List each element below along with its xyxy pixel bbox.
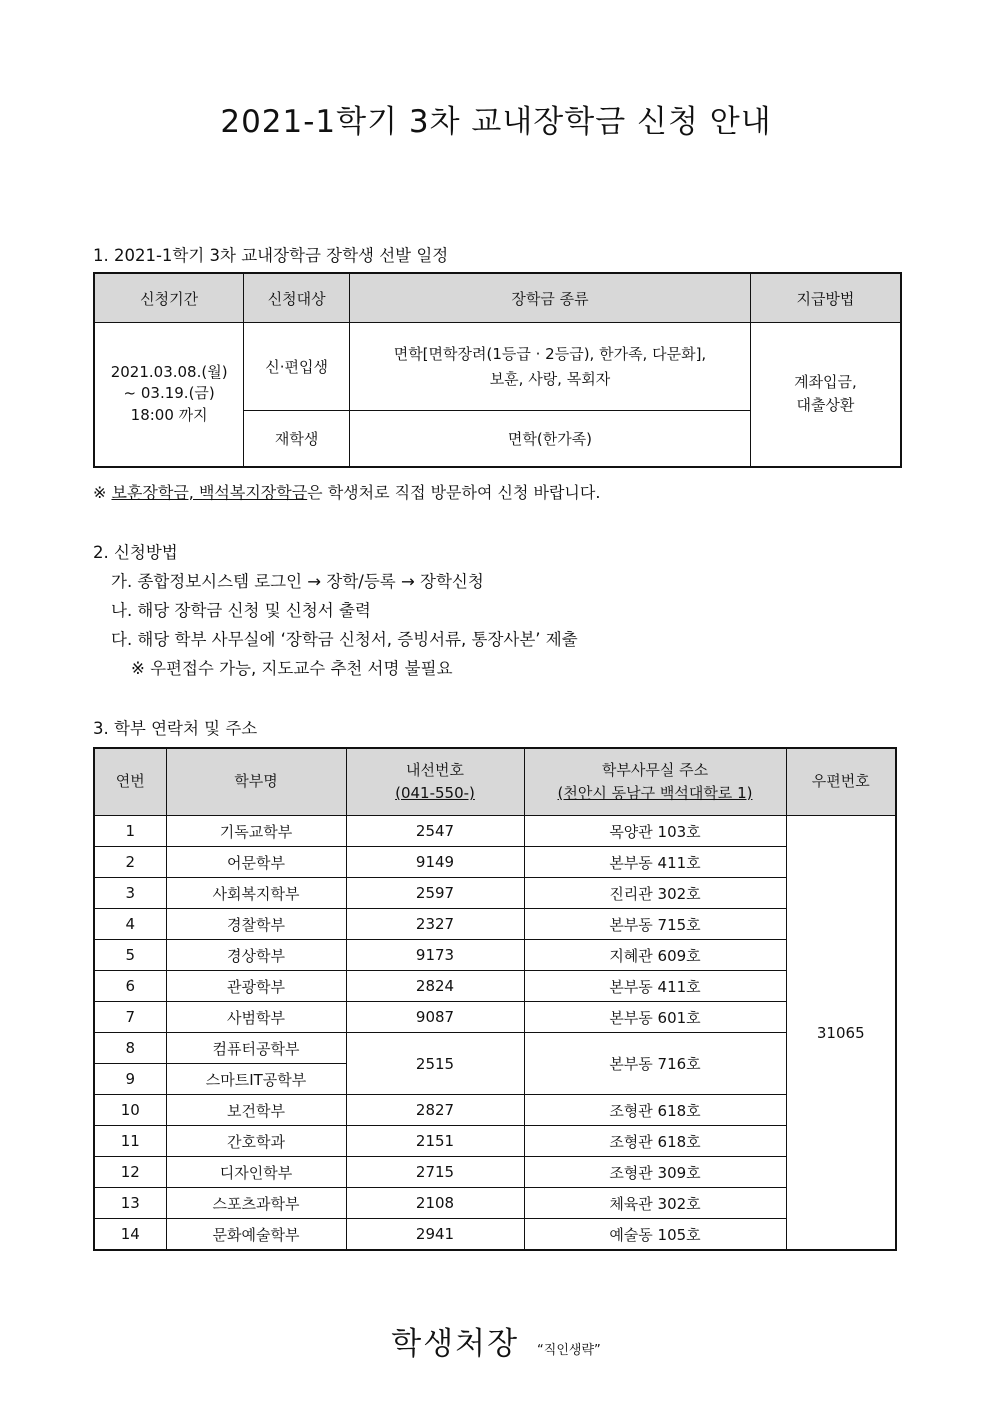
schedule-row	[94, 323, 901, 411]
row-no: 6	[94, 971, 166, 1002]
note-underlined: 보훈장학금, 백석복지장학금	[111, 483, 308, 502]
types-cell: 면학(한가족)	[350, 411, 751, 467]
step-item: 나. 해당 장학금 신청 및 신청서 출력	[111, 601, 371, 620]
row-addr: 진리관 302호	[524, 878, 786, 909]
note-text	[93, 480, 600, 503]
row-no: 3	[94, 878, 166, 909]
header-addr-label: 학부사무실 주소	[601, 760, 709, 779]
target-cell: 신·편입생	[244, 323, 350, 411]
contact-table	[93, 747, 897, 1251]
header-addr	[524, 748, 786, 816]
header-ext-label: 내선번호	[406, 760, 464, 779]
row-ext: 9173	[346, 940, 524, 971]
row-addr: 본부동 716호	[524, 1033, 786, 1095]
row-addr: 조형관 618호	[524, 1126, 786, 1157]
row-ext: 2151	[346, 1126, 524, 1157]
header-ext	[346, 748, 524, 816]
period-cell	[94, 323, 244, 467]
header-type: 장학금 종류	[350, 273, 751, 323]
row-no: 9	[94, 1064, 166, 1095]
section1-heading: 1. 2021-1학기 3차 교내장학금 장학생 선발 일정	[93, 246, 449, 265]
step-note: ※ 우편접수 가능, 지도교수 추천 서명 불필요	[131, 659, 453, 678]
row-ext: 2827	[346, 1095, 524, 1126]
header-period: 신청기간	[94, 273, 244, 323]
row-addr: 본부동 601호	[524, 1002, 786, 1033]
payment-cell	[750, 323, 901, 467]
table-row	[94, 1033, 896, 1064]
schedule-header-row	[94, 273, 901, 323]
row-ext: 2715	[346, 1157, 524, 1188]
header-ext-sub: (041-550-)	[395, 784, 475, 802]
row-no: 8	[94, 1033, 166, 1064]
row-dept: 기독교학부	[166, 816, 346, 847]
row-dept: 어문학부	[166, 847, 346, 878]
row-addr: 본부동 411호	[524, 847, 786, 878]
table-row	[94, 816, 896, 847]
row-dept: 문화예술학부	[166, 1219, 346, 1251]
row-no: 5	[94, 940, 166, 971]
row-no: 10	[94, 1095, 166, 1126]
row-ext: 2597	[346, 878, 524, 909]
row-addr: 조형관 618호	[524, 1095, 786, 1126]
section3-heading: 3. 학부 연락처 및 주소	[93, 719, 258, 738]
table-row	[94, 1126, 896, 1157]
row-addr: 본부동 715호	[524, 909, 786, 940]
step-item: 가. 종합정보시스템 로그인 → 장학/등록 → 장학신청	[111, 572, 484, 591]
target-cell: 재학생	[244, 411, 350, 467]
row-ext: 9087	[346, 1002, 524, 1033]
period-time: 18:00 까지	[130, 406, 208, 425]
row-no: 14	[94, 1219, 166, 1251]
note-mark: ※	[93, 483, 107, 502]
header-payment: 지급방법	[750, 273, 901, 323]
contact-header-row	[94, 748, 896, 816]
section2-heading: 2. 신청방법	[93, 543, 178, 562]
row-dept: 사회복지학부	[166, 878, 346, 909]
step-item: 다. 해당 학부 사무실에 ‘장학금 신청서, 증빙서류, 통장사본’ 제출	[111, 630, 578, 649]
row-addr: 조형관 309호	[524, 1157, 786, 1188]
header-addr-sub: (천안시 동남구 백석대학로 1)	[557, 784, 753, 802]
row-no: 13	[94, 1188, 166, 1219]
document-title: 2021-1학기 3차 교내장학금 신청 안내	[220, 104, 772, 140]
row-ext: 2515	[346, 1033, 524, 1095]
row-ext: 9149	[346, 847, 524, 878]
table-row	[94, 1002, 896, 1033]
row-addr: 지혜관 609호	[524, 940, 786, 971]
header-zip: 우편번호	[786, 748, 896, 816]
signature-name: 학생처장	[391, 1326, 520, 1362]
row-ext: 2327	[346, 909, 524, 940]
row-no: 11	[94, 1126, 166, 1157]
table-row	[94, 940, 896, 971]
types-line: 보훈, 사랑, 목회자	[489, 369, 611, 388]
row-dept: 스포츠과학부	[166, 1188, 346, 1219]
header-target: 신청대상	[244, 273, 350, 323]
table-row	[94, 1188, 896, 1219]
row-dept: 간호학과	[166, 1126, 346, 1157]
table-row	[94, 1219, 896, 1251]
row-dept: 관광학부	[166, 971, 346, 1002]
row-dept: 스마트IT공학부	[166, 1064, 346, 1095]
row-dept: 디자인학부	[166, 1157, 346, 1188]
row-no: 12	[94, 1157, 166, 1188]
table-row	[94, 971, 896, 1002]
row-ext: 2824	[346, 971, 524, 1002]
row-dept: 경찰학부	[166, 909, 346, 940]
row-dept: 보건학부	[166, 1095, 346, 1126]
payment-line: 대출상환	[796, 396, 855, 415]
seal-omitted: “직인생략”	[537, 1343, 601, 1358]
signature	[0, 1318, 992, 1363]
row-addr: 예술동 105호	[524, 1219, 786, 1251]
header-dept: 학부명	[166, 748, 346, 816]
period-start: 2021.03.08.(월)	[110, 362, 228, 381]
row-addr: 목양관 103호	[524, 816, 786, 847]
row-addr: 체육관 302호	[524, 1188, 786, 1219]
row-dept: 경상학부	[166, 940, 346, 971]
row-ext: 2108	[346, 1188, 524, 1219]
row-no: 4	[94, 909, 166, 940]
zip-cell: 31065	[786, 816, 896, 1251]
table-row	[94, 909, 896, 940]
row-ext: 2547	[346, 816, 524, 847]
period-end: ~ 03.19.(금)	[123, 384, 215, 403]
row-dept: 컴퓨터공학부	[166, 1033, 346, 1064]
row-addr: 본부동 411호	[524, 971, 786, 1002]
table-row	[94, 847, 896, 878]
header-no: 연번	[94, 748, 166, 816]
row-no: 1	[94, 816, 166, 847]
schedule-table	[93, 272, 902, 468]
note-rest: 은 학생처로 직접 방문하여 신청 바랍니다.	[307, 483, 601, 502]
row-dept: 사범학부	[166, 1002, 346, 1033]
types-cell	[350, 323, 751, 411]
row-no: 2	[94, 847, 166, 878]
table-row	[94, 878, 896, 909]
types-line: 면학[면학장려(1등급 · 2등급), 한가족, 다문화],	[393, 344, 707, 363]
row-ext: 2941	[346, 1219, 524, 1251]
table-row	[94, 1095, 896, 1126]
row-no: 7	[94, 1002, 166, 1033]
payment-line: 계좌입금,	[794, 373, 857, 391]
table-row	[94, 1157, 896, 1188]
